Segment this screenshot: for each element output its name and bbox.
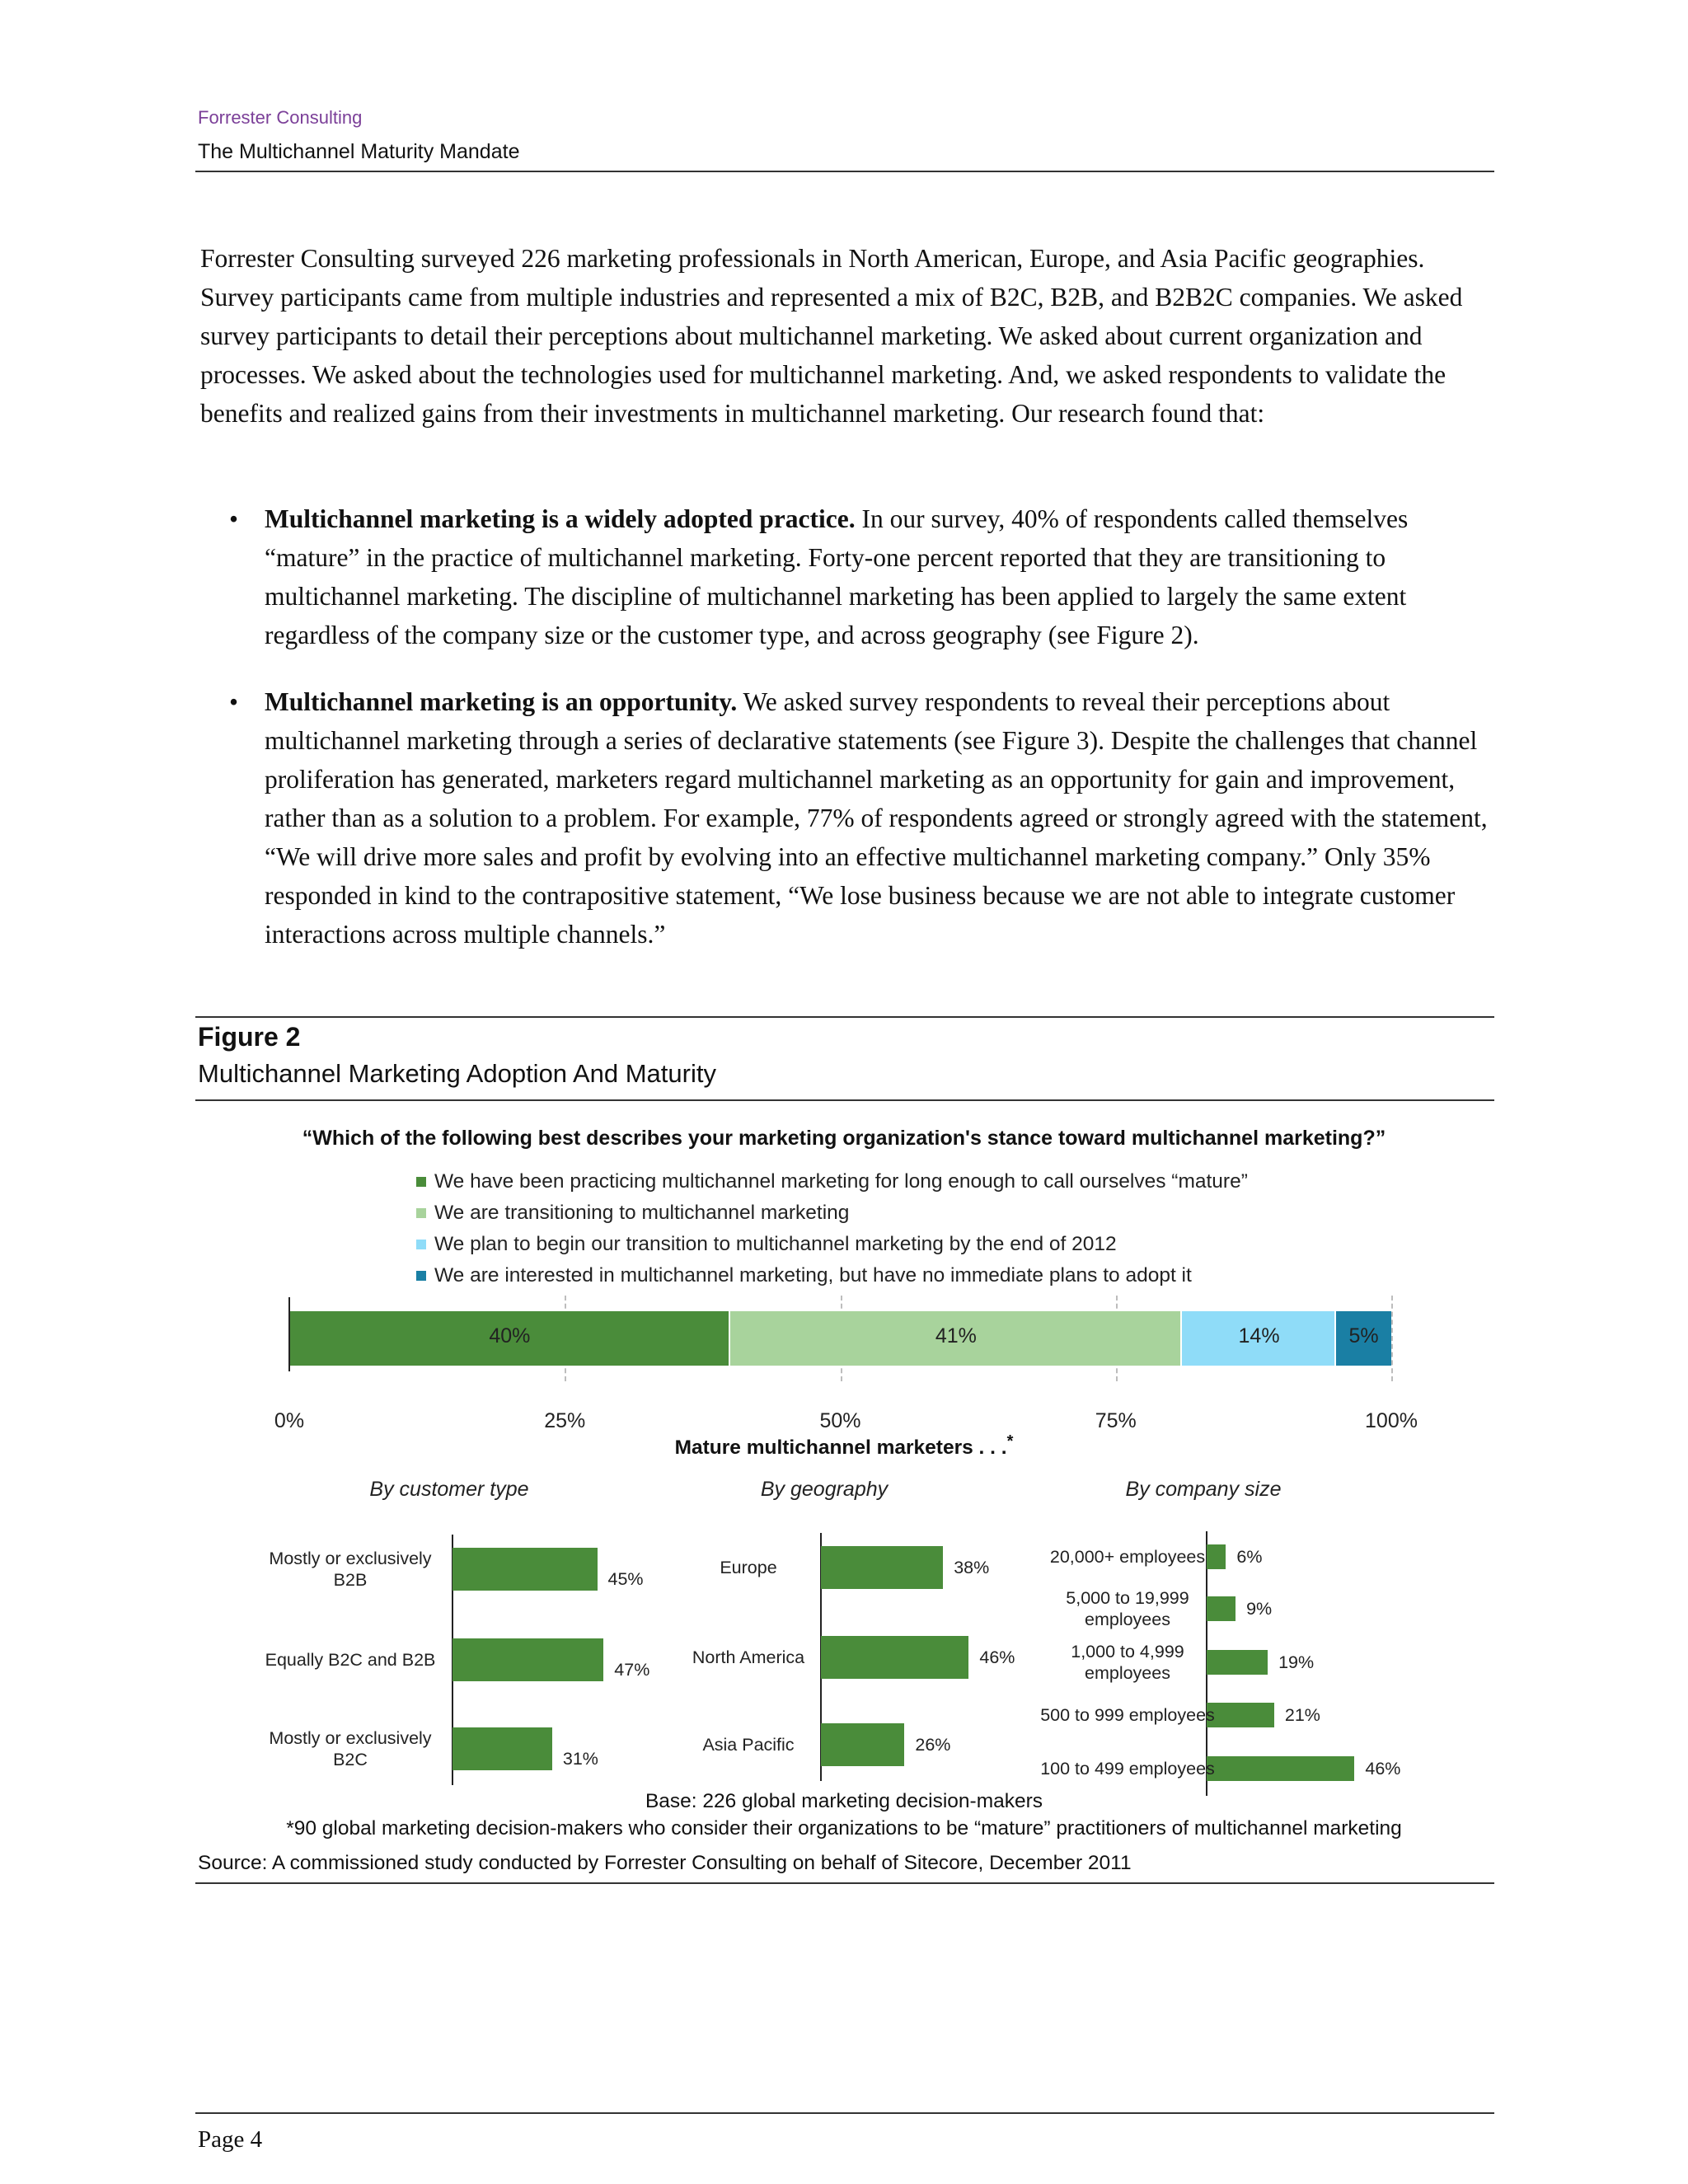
segment-value-label: 40% <box>489 1324 531 1347</box>
x-tick-label: 50% <box>819 1409 861 1432</box>
bar-value-label: 31% <box>562 1749 598 1769</box>
legend-item-plan <box>416 1233 1117 1256</box>
mature-section-title: Mature multichannel marketers . . .* <box>674 1432 1014 1460</box>
x-tick-label: 0% <box>274 1409 305 1432</box>
footnote: *90 global marketing decision-makers who consider their organizations to be “mature” practitioners of multichannel marketing <box>286 1817 1402 1840</box>
bar-category-label: 100 to 499 employees <box>1040 1759 1215 1779</box>
gridline <box>1391 1296 1393 1381</box>
bullet-body: We asked survey respondents to reveal their perceptions about multichannel marketing through a series of declarative statements (see Figure 3). Despite the challenges that channel proliferation has generated, marketers regard multichannel marketing as an opportunity for gain and improvement, rather than as a solution to a problem. For example, 77% of respondents agreed or strongly agreed with the statement, “We will drive more sales and profit by evolving into an effective multichannel marketing company.” Only 35% responded in kind to the contrapositive statement, “We lose business because we are not able to integrate customer interactions across multiple channels.” <box>265 687 1488 949</box>
panel-title-company-size: By company size <box>1125 1478 1282 1501</box>
legend-swatch <box>416 1240 426 1249</box>
bar-category-label: 500 to 999 employees <box>1040 1705 1215 1725</box>
bar <box>821 1636 968 1679</box>
bullet-dot: • <box>229 504 239 533</box>
panel-title-customer-type: By customer type <box>369 1478 529 1501</box>
base-note: Base: 226 global marketing decision-makers <box>645 1790 1043 1812</box>
bar-category-label: 1,000 to 4,999 employees <box>1071 1642 1184 1683</box>
bullet-dot: • <box>229 687 239 716</box>
bullet-item <box>200 682 1503 954</box>
figure-top-rule <box>195 1016 1494 1018</box>
segment-value-label: 5% <box>1348 1324 1379 1347</box>
bullet-body: In our survey, 40% of respondents called themselves “mature” in the practice of multichannel marketing. Forty-one percent reported that they are transitioning to multichannel marketing. The discipline of multichannel marketing has been applied to largely the same extent regardless of the company size or the customer type, and across geography (see Figure 2). <box>265 504 1409 649</box>
x-tick-label: 75% <box>1095 1409 1137 1432</box>
segment-value-label: 41% <box>935 1324 977 1347</box>
source-note: Source: A commissioned study conducted by Forrester Consulting on behalf of Sitecore, December 2011 <box>198 1852 1132 1874</box>
panel-title-geography: By geography <box>760 1478 889 1501</box>
legend-label: We plan to begin our transition to multichannel marketing by the end of 2012 <box>434 1233 1117 1255</box>
legend-label: We have been practicing multichannel marketing for long enough to call ourselves “mature” <box>434 1170 1248 1193</box>
page-number: Page 4 <box>198 2126 263 2153</box>
bar <box>821 1723 904 1766</box>
x-tick-label: 100% <box>1365 1409 1418 1432</box>
bar <box>1207 1756 1354 1781</box>
figure-bottom-rule <box>195 1882 1494 1884</box>
stacked-y-axis <box>288 1297 290 1371</box>
bar-category-label: Europe <box>720 1558 777 1577</box>
header-divider <box>195 171 1494 172</box>
intro-paragraph: Forrester Consulting surveyed 226 marketing professionals in North American, Europe, and Asia Pacific geographies. Survey participants came from multiple industries and represented a mix of B2C, B2B, and B2B2C companies. We asked survey participants to detail their perceptions about multichannel marketing. We asked about current organization and processes. We asked about the technologies used for multichannel marketing. And, we asked respondents to validate the benefits and realized gains from their investments in multichannel marketing. Our research found that: <box>200 244 1463 428</box>
figure-label: Figure 2 <box>198 1022 301 1052</box>
bar-category-label: 5,000 to 19,999 employees <box>1066 1588 1189 1629</box>
bar-value-label: 9% <box>1246 1599 1273 1619</box>
legend-item-mature <box>416 1170 1248 1193</box>
figure-title-rule <box>195 1099 1494 1101</box>
x-tick-label: 25% <box>544 1409 586 1432</box>
figure-title: Multichannel Marketing Adoption And Maturity <box>198 1059 716 1088</box>
bullet-item <box>200 499 1503 654</box>
bar-value-label: 47% <box>614 1660 650 1680</box>
bar-category-label: 20,000+ employees <box>1049 1547 1206 1567</box>
bar-value-label: 45% <box>607 1569 644 1589</box>
legend-item-interested <box>416 1264 1192 1287</box>
legend-item-transitioning <box>416 1202 849 1225</box>
bar-category-label: Asia Pacific <box>702 1735 795 1755</box>
bar-value-label: 21% <box>1284 1705 1320 1725</box>
legend-label: We are transitioning to multichannel marketing <box>434 1202 850 1224</box>
bar <box>821 1546 943 1589</box>
bar-value-label: 38% <box>954 1558 990 1577</box>
segment-value-label: 14% <box>1238 1324 1280 1347</box>
bar-value-label: 46% <box>1365 1759 1401 1779</box>
bar <box>452 1727 552 1770</box>
legend-swatch <box>416 1208 426 1218</box>
footer-rule <box>195 2112 1494 2114</box>
bar-category-label: Equally B2C and B2B <box>265 1650 436 1670</box>
bar <box>452 1638 603 1681</box>
document-title: The Multichannel Maturity Mandate <box>198 140 520 163</box>
bullet-heading: Multichannel marketing is a widely adopted practice. <box>265 504 856 533</box>
bar <box>452 1548 598 1591</box>
bar-value-label: 6% <box>1236 1547 1263 1567</box>
survey-question: “Which of the following best describes your marketing organization's stance toward multichannel marketing?” <box>302 1127 1386 1150</box>
bar-value-label: 19% <box>1278 1652 1315 1672</box>
bullet-heading: Multichannel marketing is an opportunity. <box>265 687 738 716</box>
legend-label: We are interested in multichannel marketing, but have no immediate plans to adopt it <box>434 1264 1192 1286</box>
bar-category-label: Mostly or exclusively B2B <box>269 1549 432 1590</box>
legend-swatch <box>416 1177 426 1187</box>
bar-value-label: 46% <box>979 1647 1015 1667</box>
bar-category-label: North America <box>692 1647 805 1667</box>
bar-value-label: 26% <box>915 1735 951 1755</box>
brand-name: Forrester Consulting <box>198 107 363 128</box>
legend-swatch <box>416 1271 426 1281</box>
bar-category-label: Mostly or exclusively B2C <box>269 1728 432 1769</box>
